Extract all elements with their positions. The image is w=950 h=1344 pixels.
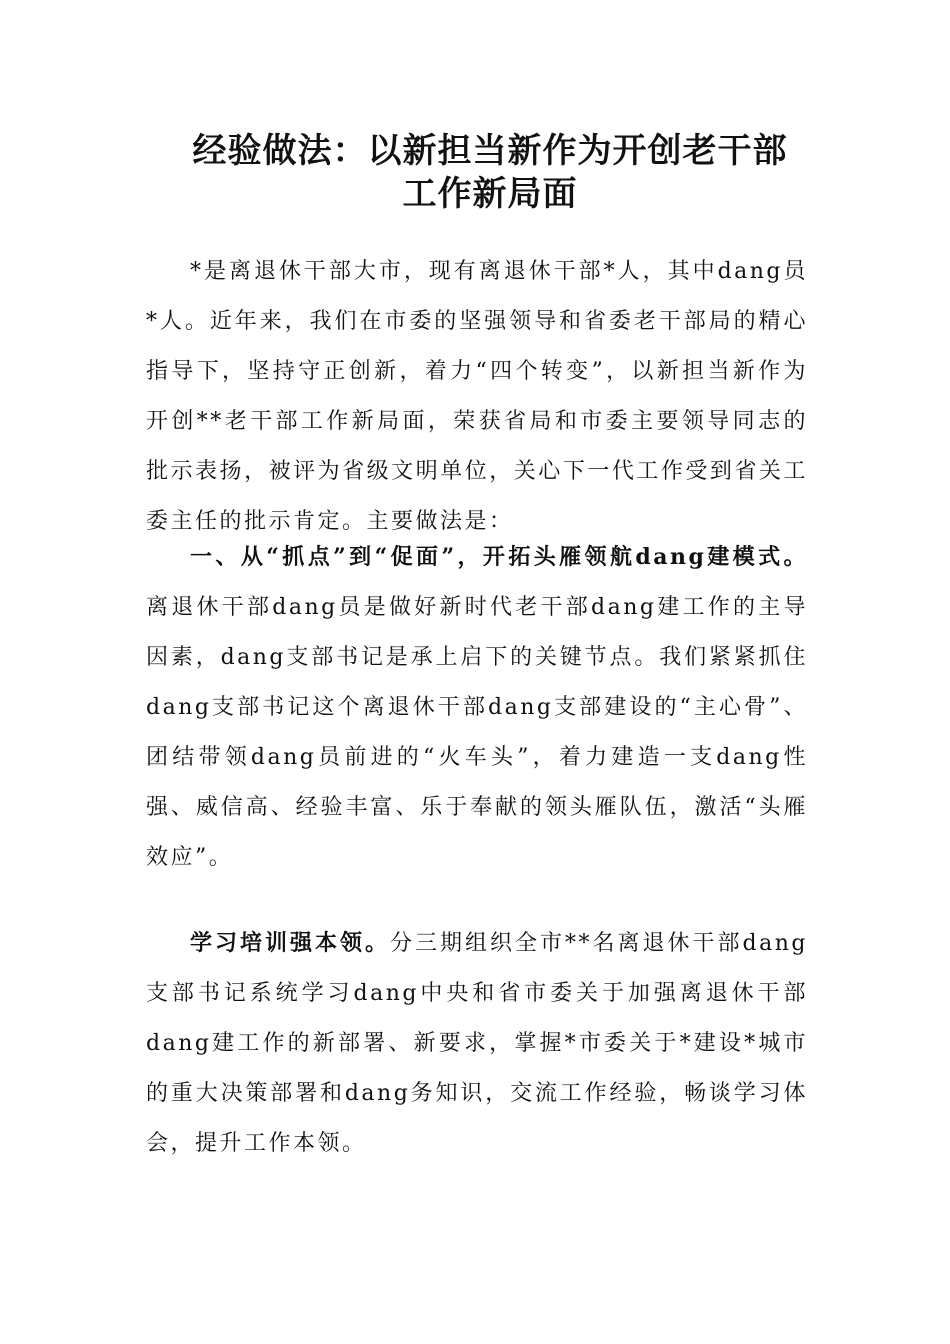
section-1-text: 离退休干部dang员是做好新时代老干部dang建工作的主导因素，dang支部书记是承上启下的关键节点。我们紧紧抓住dang支部书记这个离退休干部dang支部建设的“主心骨”、团结带领dang员前进的“火车头”，着力建造一支dang性强、威信高、经验丰富、乐于奉献的领头雁队伍，激活“头雁效应”。 bbox=[146, 595, 808, 870]
paragraph-intro-text: *是离退休干部大市，现有离退休干部*人，其中dang员*人。近年来，我们在市委的坚强领导和省委老干部局的精心指导下，坚持守正创新，着力“四个转变”，以新担当新作为开创**老干部工作新局面，荣获省局和市委主要领导同志的批示表扬，被评为省级文明单位，关心下一代工作受到省关工委主任的批示肯定。主要做法是： bbox=[146, 259, 808, 534]
document-title-line-1: 经验做法：以新担当新作为开创老干部 bbox=[192, 131, 788, 171]
paragraph-study-training bbox=[146, 918, 808, 1169]
study-training-heading: 学习培训强本领。 bbox=[190, 930, 391, 956]
document-title-line-2: 工作新局面 bbox=[402, 174, 578, 214]
paragraph-section-1 bbox=[146, 532, 808, 883]
study-training-text: 分三期组织全市**名离退休干部dang支部书记系统学习dang中央和省市委关于加强离退休干部dang建工作的新部署、新要求，掌握*市委关于*建设*城市的重大决策部署和dang务知识，交流工作经验，畅谈学习体会，提升工作本领。 bbox=[146, 931, 808, 1156]
section-1-heading: 一、从“抓点”到“促面”，开拓头雁领航dang建模式。 bbox=[190, 544, 808, 570]
paragraph-intro bbox=[146, 247, 808, 547]
